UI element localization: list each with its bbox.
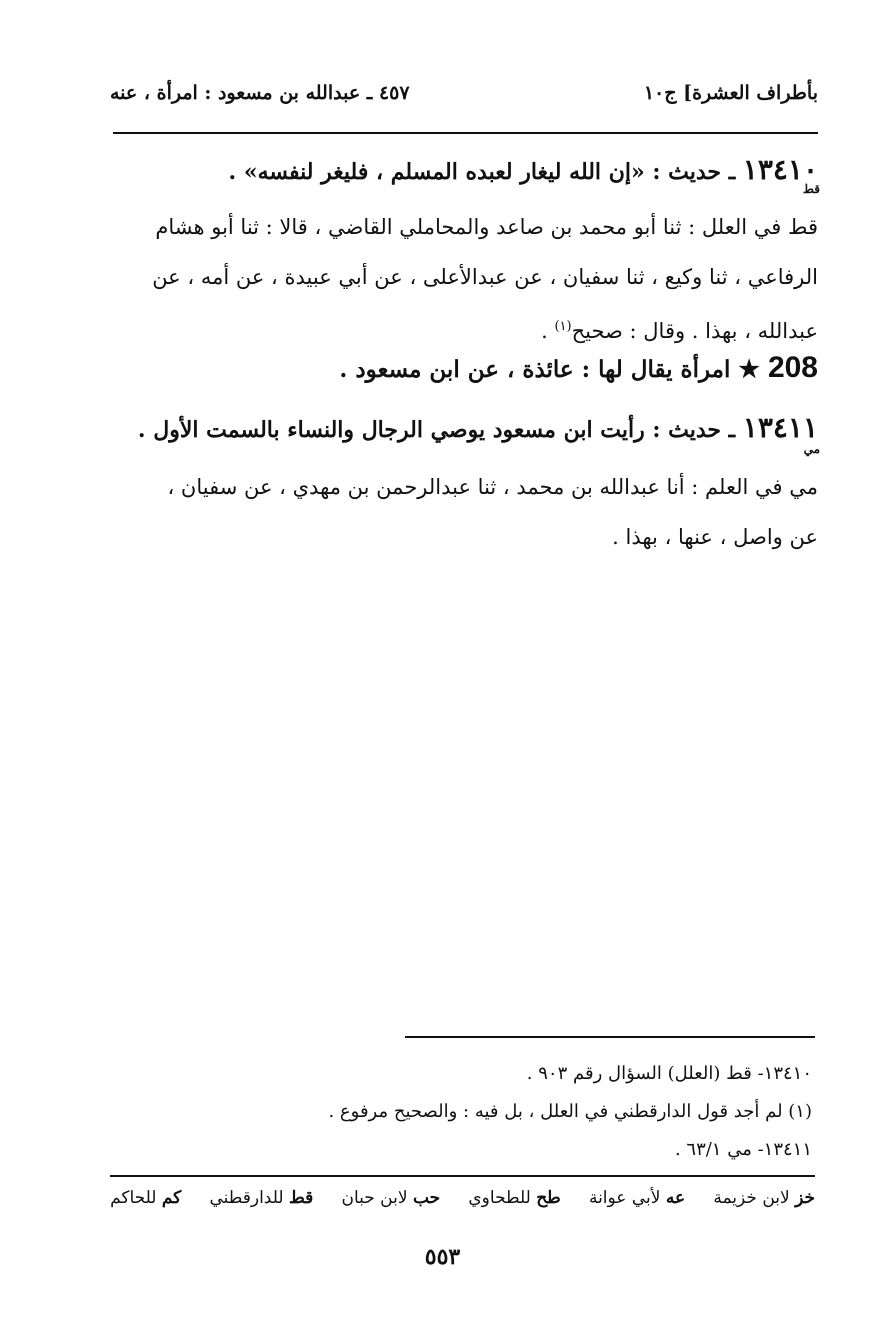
footnote-ref: (١) <box>554 319 572 334</box>
hadith-13410 <box>112 150 818 356</box>
hadith-isnad <box>112 462 818 562</box>
footnote-rule <box>405 1036 815 1038</box>
abbreviation: كم للحاكم <box>110 1188 182 1208</box>
footnotes <box>112 1055 812 1169</box>
footnote: ١٣٤١١- مي ٦٣/١ . <box>674 1139 812 1160</box>
hadith-number: ١٣٤١١ <box>742 411 818 444</box>
hadith-title: ـ حديث : «إن الله ليغار لعبده المسلم ، فليغر لنفسه» . <box>228 159 743 185</box>
hadith-heading <box>112 408 818 450</box>
hadith-13411 <box>112 408 818 562</box>
text-line: عبدالله ، بهذا . وقال : صحيح$^{(١)}$ . <box>541 319 818 343</box>
narrator-text: امرأة يقال لها : عائذة ، عن ابن مسعود . <box>339 356 731 383</box>
hadith-siglum: قط <box>802 182 820 196</box>
hadith-number: ١٣٤١٠ <box>742 153 818 186</box>
running-head <box>110 82 818 116</box>
abbreviation: عه لأبي عوانة <box>588 1188 686 1208</box>
narrator-208 <box>112 348 818 390</box>
abbreviation-key <box>110 1188 815 1208</box>
running-head-right: بأطراف العشرة] ج١٠ <box>643 82 818 104</box>
running-head-left: ٤٥٧ ـ عبدالله بن مسعود : امرأة ، عنه <box>110 82 410 104</box>
hadith-siglum: مي <box>803 442 820 456</box>
header-rule <box>113 132 818 134</box>
narrator-number: 208 <box>767 351 818 384</box>
footnote: (١) لم أجد قول الدارقطني في العلل ، بل فيه : والصحيح مرفوع . <box>328 1101 812 1122</box>
abbreviation: قط للدارقطني <box>209 1188 314 1208</box>
text-line: عن واصل ، عنها ، بهذا . <box>612 525 818 549</box>
text-line: قط في العلل : ثنا أبو محمد بن صاعد والمحاملي القاضي ، قالا : ثنا أبو هشام <box>155 215 818 239</box>
hadith-heading <box>112 150 818 192</box>
narrator-heading <box>112 348 818 390</box>
hadith-isnad <box>112 202 818 356</box>
abbreviation: طح للطحاوي <box>468 1188 561 1208</box>
hadith-title: ـ حديث : رأيت ابن مسعود يوصي الرجال والنساء بالسمت الأول . <box>137 417 743 443</box>
text-line: مي في العلم : أنا عبدالله بن محمد ، ثنا عبدالرحمن بن مهدي ، عن سفيان ، <box>167 475 818 499</box>
abbreviation-rule <box>110 1175 815 1177</box>
abbreviation: خز لابن خزيمة <box>713 1188 815 1208</box>
footnote: ١٣٤١٠- قط (العلل) السؤال رقم ٩٠٣ . <box>526 1063 812 1084</box>
star-icon: ★ <box>738 354 760 383</box>
abbreviation: حب لابن حبان <box>341 1188 441 1208</box>
text-line: الرفاعي ، ثنا وكيع ، ثنا سفيان ، عن عبدالأعلى ، عن أبي عبيدة ، عن أمه ، عن <box>152 265 818 289</box>
page-number: ٥٥٣ <box>424 1244 461 1270</box>
